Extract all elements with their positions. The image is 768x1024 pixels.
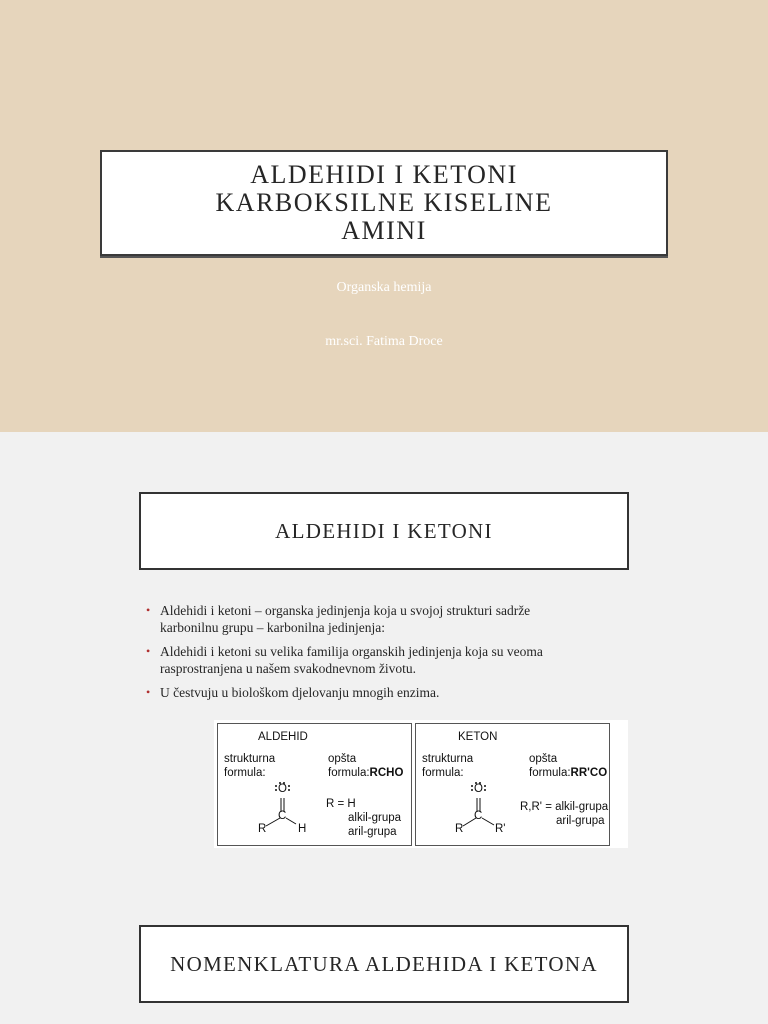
keton-structure-icon xyxy=(416,724,609,845)
atom-o: O xyxy=(278,783,287,795)
aldehid-def: alkil-grupa xyxy=(348,812,402,824)
carbonyl-figure xyxy=(214,720,628,848)
title-box xyxy=(100,150,668,256)
keton-def: R,R' = alkil-grupa xyxy=(520,801,609,813)
atom-c: C xyxy=(278,810,287,822)
author: mr.sci. Fatima Droce xyxy=(325,334,443,349)
bullet-text: Aldehidi i ketoni su velika familija organskih jedinjenja koja su veoma rasprostranjena u našem svakodnevnom životu. xyxy=(160,644,543,676)
aldehid-def: aril-grupa xyxy=(348,826,397,838)
atom-r: R xyxy=(455,823,464,835)
bullet-list xyxy=(144,602,584,708)
aldehid-label: opšta xyxy=(328,753,357,765)
section-heading: ALDEHIDI I KETONI xyxy=(139,492,629,570)
bullet-icon: • xyxy=(146,685,151,699)
list-item xyxy=(144,602,584,636)
bullet-text: Aldehidi i ketoni – organska jedinjenja koja u svojoj strukturi sadrže karbonilnu grupu – karbonilna jedinjenja: xyxy=(160,603,531,635)
keton-label: formula: xyxy=(422,767,464,779)
title-slide xyxy=(0,0,768,432)
keton-formula: RR'CO xyxy=(570,767,608,779)
list-item xyxy=(144,684,584,701)
aldehid-label: formula:RCHO xyxy=(328,767,404,779)
title-line-3: AMINI xyxy=(341,216,427,245)
keton-title: KETON xyxy=(458,731,498,743)
title-line-1: ALDEHIDI I KETONI xyxy=(250,160,518,189)
bullet-icon: • xyxy=(146,644,151,658)
atom-r-prime: R' xyxy=(495,823,506,835)
keton-panel xyxy=(415,723,610,846)
keton-label: opšta xyxy=(529,753,558,765)
keton-label: strukturna xyxy=(422,753,474,765)
atom-r: R xyxy=(258,823,267,835)
keton-def: aril-grupa xyxy=(556,815,605,827)
aldehid-label: strukturna xyxy=(224,753,276,765)
aldehid-formula: RCHO xyxy=(369,767,404,779)
title-line-2: KARBOKSILNE KISELINE xyxy=(215,188,553,217)
bullet-text: U čestvuju u biološkom djelovanju mnogih enzima. xyxy=(160,685,440,700)
atom-c: C xyxy=(474,810,483,822)
bullet-icon: • xyxy=(146,603,151,617)
list-item xyxy=(144,643,584,677)
aldehid-panel xyxy=(217,723,412,846)
keton-label: formula:RR'CO xyxy=(529,767,608,779)
nomenclature-heading: NOMENKLATURA ALDEHIDA I KETONA xyxy=(139,925,629,1003)
aldehid-title: ALDEHID xyxy=(258,731,308,743)
aldehid-structure-icon xyxy=(218,724,411,845)
aldehid-def: R = H xyxy=(326,798,356,810)
aldehid-label: formula: xyxy=(224,767,266,779)
atom-o: O xyxy=(474,783,483,795)
atom-h: H xyxy=(298,823,307,835)
subtitle: Organska hemija xyxy=(336,280,432,295)
